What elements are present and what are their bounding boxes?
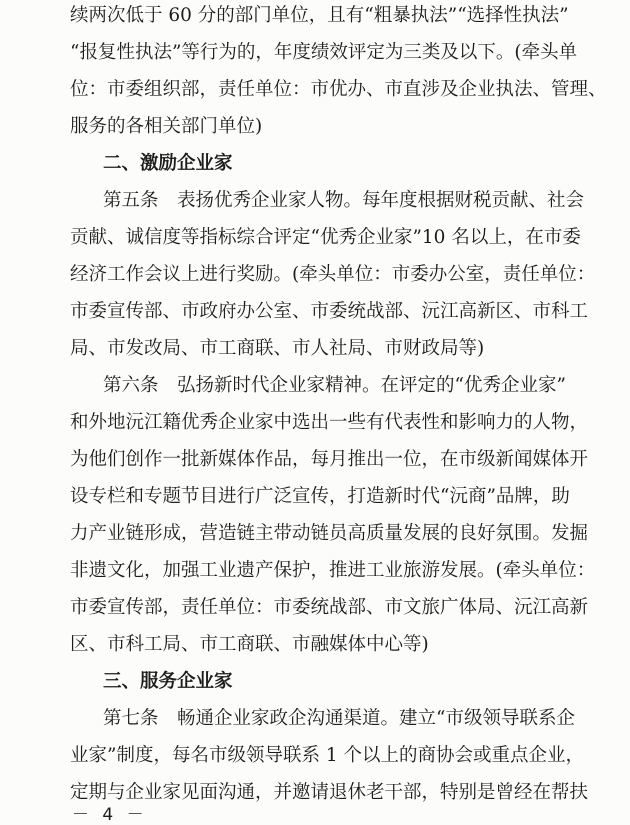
- body-line: 定期与企业家见面沟通，并邀请退休老干部，特别是曾经在帮扶: [70, 782, 589, 803]
- body-line: 为他们创作一批新媒体作品，每月推出一位，在市级新闻媒体开: [70, 449, 589, 470]
- section-heading: 三、服务企业家: [103, 671, 233, 692]
- body-line: 续两次低于 60 分的部门单位，且有“粗暴执法”“选择性执法”: [70, 5, 569, 26]
- body-line: 第七条 畅通企业家政企沟通渠道。建立“市级领导联系企: [103, 708, 575, 729]
- body-line: 贡献、诚信度等指标综合评定“优秀企业家”10 名以上，在市委: [70, 227, 581, 248]
- body-line: 非遗文化，加强工业遗产保护，推进工业旅游发展。(牵头单位：: [70, 560, 596, 581]
- body-line: 位：市委组织部，责任单位：市优办、市直涉及企业执法、管理、: [70, 79, 607, 100]
- body-line: 力产业链形成，营造链主带动链员高质量发展的良好氛围。发掘: [70, 523, 589, 544]
- page-number: － 4 －: [72, 805, 148, 825]
- body-line: 区、市科工局、市工商联、市融媒体中心等): [70, 634, 429, 655]
- body-line: 市委宣传部，责任单位：市委统战部、市文旅广体局、沅江高新: [70, 597, 589, 618]
- body-line: 市委宣传部、市政府办公室、市委统战部、沅江高新区、市科工: [70, 301, 589, 322]
- body-line: 第六条 弘扬新时代企业家精神。在评定的“优秀企业家”: [103, 375, 566, 396]
- body-line: 设专栏和专题节目进行广泛宣传，打造新时代“沅商”品牌，助: [70, 486, 570, 507]
- body-line: 服务的各相关部门单位): [70, 116, 263, 137]
- body-line: 经济工作会议上进行奖励。(牵头单位：市委办公室，责任单位：: [70, 264, 596, 285]
- body-line: 第五条 表扬优秀企业家人物。每年度根据财税贡献、社会: [103, 190, 585, 211]
- body-line: 业家”制度，每名市级领导联系 1 个以上的商协会或重点企业，: [70, 745, 584, 766]
- body-line: 局、市发改局、市工商联、市人社局、市财政局等): [70, 338, 485, 359]
- section-heading: 二、激励企业家: [103, 153, 233, 174]
- body-line: 和外地沅江籍优秀企业家中选出一些有代表性和影响力的人物，: [70, 412, 589, 433]
- body-line: “报复性执法”等行为的，年度绩效评定为三类及以下。(牵头单: [70, 42, 578, 63]
